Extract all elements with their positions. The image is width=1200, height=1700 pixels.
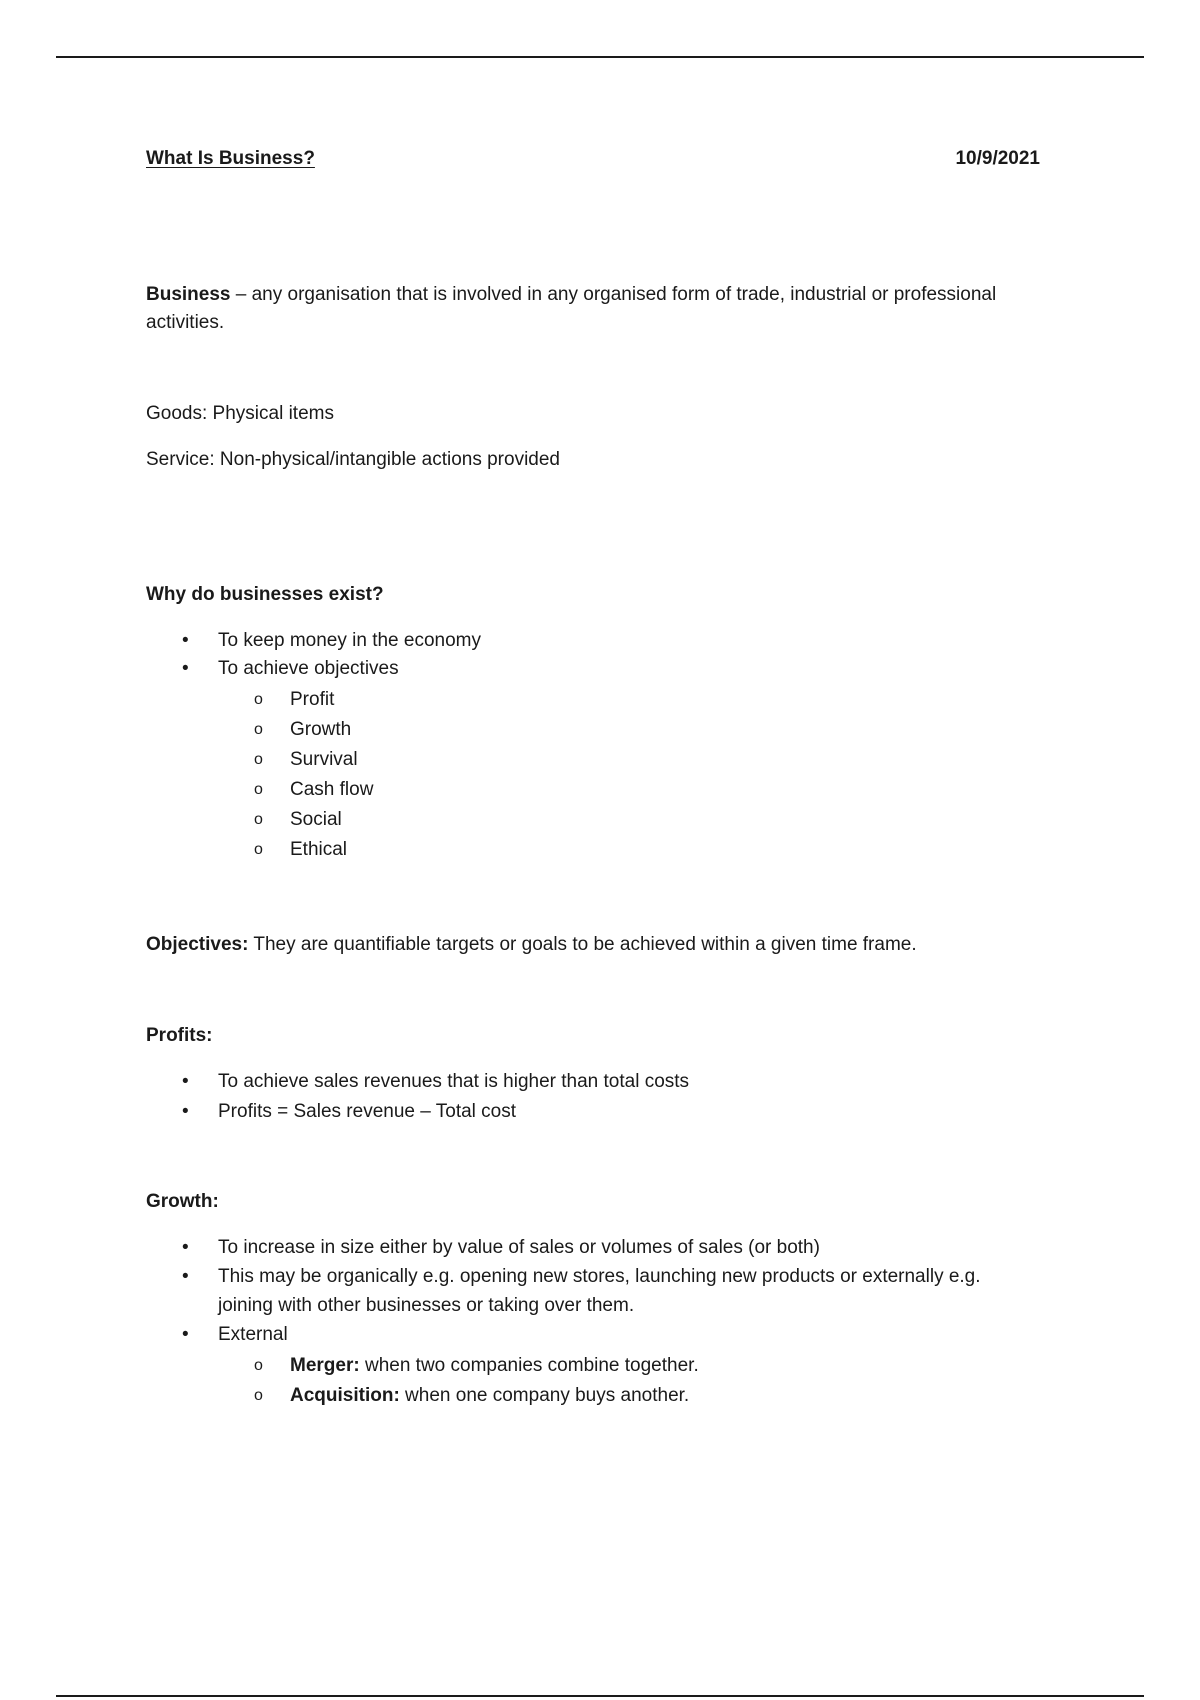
document-date: 10/9/2021	[955, 148, 1040, 169]
list-item	[146, 655, 1038, 865]
sublist-item	[218, 1381, 1038, 1411]
external-sublist	[218, 1351, 1038, 1411]
list-item	[146, 1320, 1038, 1411]
sublist-item: o Ethical	[218, 835, 1038, 865]
sublist-item: o Cash flow	[218, 775, 1038, 805]
definition-text: – any organisation that is involved in any organised form of trade, industrial or professional activities.	[146, 284, 997, 333]
page-bottom-rule	[56, 1695, 1144, 1697]
profits-heading: Profits:	[146, 1025, 213, 1046]
acquisition-text: when one company buys another.	[399, 1385, 690, 1406]
list-item: • Profits = Sales revenue – Total cost	[146, 1097, 1038, 1127]
list-item: • To increase in size either by value of sales or volumes of sales (or both)	[146, 1233, 1038, 1262]
growth-heading: Growth:	[146, 1191, 219, 1212]
objectives-term: Objectives:	[146, 934, 249, 955]
business-definition	[146, 281, 1056, 337]
list-item-label: External	[218, 1324, 288, 1345]
objectives-text: They are quantifiable targets or goals to be achieved within a given time frame.	[248, 934, 917, 955]
service-line: Service: Non-physical/intangible actions provided	[146, 449, 561, 470]
merger-text: when two companies combine together.	[359, 1355, 699, 1376]
definition-term: Business	[146, 284, 231, 305]
growth-list	[146, 1233, 1038, 1411]
list-item: • To keep money in the economy	[146, 627, 1038, 655]
why-list	[146, 627, 1038, 865]
sublist-item	[218, 1351, 1038, 1381]
sublist-item: o Profit	[218, 685, 1038, 715]
page-title: What Is Business?	[146, 148, 315, 169]
objectives-definition	[146, 931, 917, 959]
sublist-item: o Growth	[218, 715, 1038, 745]
why-heading: Why do businesses exist?	[146, 584, 384, 605]
acquisition-term: Acquisition:	[290, 1385, 400, 1406]
page-top-rule	[56, 56, 1144, 58]
profits-list	[146, 1067, 1038, 1127]
goods-line: Goods: Physical items	[146, 403, 334, 424]
merger-term: Merger:	[290, 1355, 360, 1376]
sublist-item: o Social	[218, 805, 1038, 835]
sublist-item: o Survival	[218, 745, 1038, 775]
list-item-label: To achieve objectives	[218, 658, 399, 679]
objectives-sublist	[218, 685, 1038, 865]
list-item: • To achieve sales revenues that is higher than total costs	[146, 1067, 1038, 1097]
list-item: • This may be organically e.g. opening new stores, launching new products or externally e.g. joining with other businesses or taking over them.	[146, 1262, 1038, 1320]
